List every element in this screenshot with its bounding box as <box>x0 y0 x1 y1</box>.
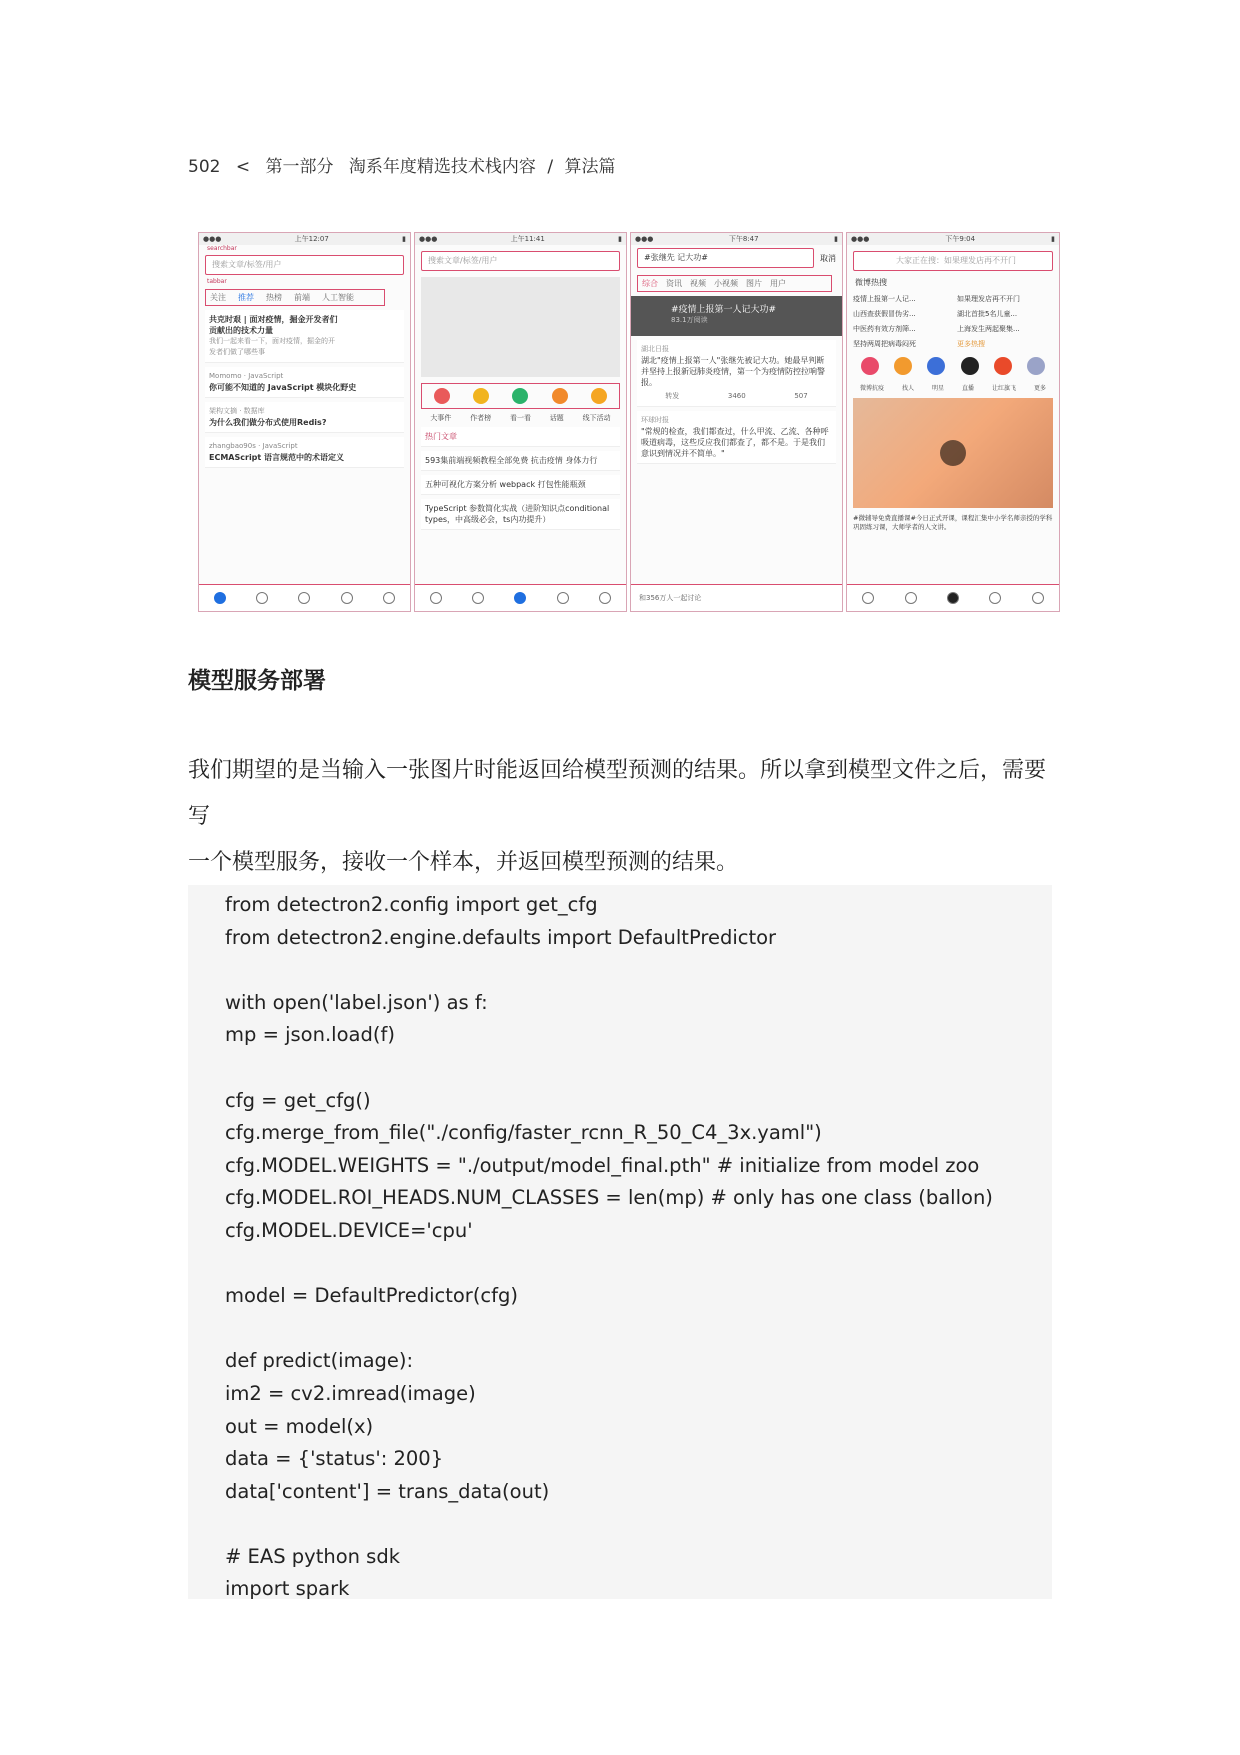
feature-icon-row <box>421 383 620 409</box>
tab-video[interactable]: 视频 <box>690 279 706 288</box>
code-line: cfg.merge_from_file("./config/faster_rcnn_R_50_C4_3x.yaml") <box>225 1121 822 1145</box>
home-icon[interactable] <box>430 592 442 604</box>
list-item[interactable]: 架构文摘 · 数据库 为什么我们做分布式使用Redis? <box>205 402 404 433</box>
category-tabs <box>205 289 385 306</box>
search-input[interactable]: 搜索文章/标签/用户 <box>205 255 404 275</box>
comment-button[interactable]: 3460 <box>727 392 746 400</box>
list-item[interactable]: 环球时报 "常规的检查，我们都查过，什么甲流、乙流、各种呼吸道病毒，这些反应我们都查了，都不是。于是我们意识到情况并不简单。" <box>637 411 836 464</box>
list-item[interactable]: 疫情上报第一人记... <box>853 295 916 303</box>
megaphone-icon[interactable] <box>591 388 607 404</box>
code-line: cfg.MODEL.ROI_HEADS.NUM_CLASSES = len(mp) # only has one class (ballon) <box>225 1186 993 1210</box>
phone-screenshot-toutiao-search <box>630 232 843 612</box>
banner-image-icon <box>421 277 620 377</box>
code-line: out = model(x) <box>225 1414 374 1438</box>
hot-articles-label: 热门文章 <box>421 427 620 447</box>
tabbar-tag: tabbar <box>207 278 227 285</box>
video-icon[interactable] <box>905 592 917 604</box>
crown-icon[interactable] <box>473 388 489 404</box>
play-icon[interactable] <box>940 440 966 466</box>
status-bar: ●●● 上午12:07 ▮ <box>199 233 410 245</box>
tab-hot[interactable]: 热榜 <box>266 293 282 302</box>
list-item[interactable]: 593集前端视频教程全部免费 抗击疫情 身体力行 <box>421 451 620 471</box>
list-item[interactable]: 湖北日报 湖北"疫情上报第一人"张继先被记大功。她最早判断并坚持上报新冠肺炎疫情，第一个为疫情防控拉响警报。 转发 3460 507 <box>637 340 836 407</box>
paragraph-line: 我们期望的是当输入一张图片时能返回给模型预测的结果。所以拿到模型文件之后，需要写 <box>188 758 1047 829</box>
code-line: with open('label.json') as f: <box>225 990 488 1014</box>
header-chapter: 算法篇 <box>564 157 616 177</box>
list-item[interactable]: 山西查获假冒伪劣... <box>853 310 916 318</box>
star-icon[interactable] <box>927 357 945 375</box>
section-title: 模型服务部署 <box>188 668 326 694</box>
code-line: import spark <box>225 1577 350 1601</box>
search-input[interactable]: #张继先 记大功# <box>637 248 814 268</box>
tab-image[interactable]: 图片 <box>746 279 762 288</box>
home-icon[interactable] <box>214 592 226 604</box>
search-row <box>631 245 842 271</box>
tab-follow[interactable]: 关注 <box>210 293 226 302</box>
like-button[interactable]: 507 <box>794 392 808 400</box>
topic-banner[interactable]: #疫情上报第一人记大功# 83.1万阅读 <box>631 296 842 336</box>
phone-screenshot-juejin-discover <box>414 232 627 612</box>
tab-news[interactable]: 资讯 <box>666 279 682 288</box>
code-line: def predict(image): <box>225 1349 414 1373</box>
status-bar: ●●● 上午11:41 ▮ <box>415 233 626 245</box>
eye-icon[interactable] <box>512 388 528 404</box>
bottom-tabbar <box>415 584 626 611</box>
code-line: cfg.MODEL.DEVICE='cpu' <box>225 1218 473 1242</box>
header-book: 淘系年度精选技术栈内容 <box>348 157 536 177</box>
list-item[interactable]: 五种可视化方案分析 webpack 打包性能瓶颈 <box>421 475 620 495</box>
cancel-button[interactable]: 取消 <box>820 253 836 263</box>
list-item[interactable]: 湖北首批5名儿童... <box>957 310 1018 318</box>
list-item[interactable]: 中医药有效方剂筛... <box>853 325 916 333</box>
tab-user[interactable]: 用户 <box>770 279 786 288</box>
code-line <box>225 1052 1052 1085</box>
user-icon[interactable] <box>1032 592 1044 604</box>
tab-frontend[interactable]: 前端 <box>294 293 310 302</box>
list-item[interactable]: zhangbao90s · JavaScript ECMAScript 语言规范中的术语定义 <box>205 437 404 468</box>
bottom-tabbar <box>199 584 410 611</box>
code-line: data = {'status': 200} <box>225 1447 444 1471</box>
tab-short-video[interactable]: 小视频 <box>714 279 738 288</box>
code-line: mp = json.load(f) <box>225 1023 395 1047</box>
hot-search-title: 微博热搜 <box>855 278 887 287</box>
code-line <box>225 1508 1052 1541</box>
code-line: # EAS python sdk <box>225 1544 401 1568</box>
phone-screenshot-juejin-home <box>198 232 411 612</box>
code-line: model = DefaultPredictor(cfg) <box>225 1284 518 1308</box>
searchbar-tag: searchbar <box>207 245 237 252</box>
search-icon[interactable] <box>514 592 526 604</box>
tab-ai[interactable]: 人工智能 <box>322 293 354 302</box>
phone-screenshot-weibo-discover <box>846 232 1060 612</box>
book-icon[interactable] <box>341 592 353 604</box>
feature-labels: 大事件 作者榜 看一看 话题 线下活动 <box>430 414 611 422</box>
page-header <box>188 152 625 177</box>
hot-search-list <box>853 294 1053 349</box>
code-line: from detectron2.engine.defaults import DefaultPredictor <box>225 925 777 949</box>
code-line <box>225 1313 1052 1346</box>
user-icon[interactable] <box>383 592 395 604</box>
bottom-tabbar <box>847 584 1059 611</box>
list-item[interactable]: TypeScript 参数简化实战（进阶知识点conditional types，中高级必会，ts内功提升） <box>421 499 620 530</box>
comment-input[interactable]: 和356万人一起讨论 <box>639 594 702 602</box>
body-paragraph <box>188 748 1058 886</box>
code-line <box>225 954 1052 987</box>
book-icon[interactable] <box>557 592 569 604</box>
paragraph-line: 一个模型服务，接收一个样本，并返回模型预测的结果。 <box>188 850 739 875</box>
tab-recommend[interactable]: 推荐 <box>238 293 254 302</box>
app-screenshots-figure <box>198 232 1062 612</box>
code-line: cfg = get_cfg() <box>225 1088 371 1112</box>
code-line <box>225 1248 1052 1281</box>
code-line: im2 = cv2.imread(image) <box>225 1381 476 1405</box>
page-number: 502 <box>188 157 221 177</box>
video-thumbnail[interactable] <box>853 398 1053 508</box>
tab-all[interactable]: 综合 <box>642 279 658 288</box>
chat-icon[interactable] <box>552 388 568 404</box>
list-item[interactable]: 共克时艰 | 面对疫情，掘金开发者们贡献出的技术力量 我们一起来看一下，面对疫情，掘金的开发者们做了哪些事 <box>205 310 404 363</box>
header-separator: / <box>547 157 554 177</box>
home-icon[interactable] <box>862 592 874 604</box>
event-icon[interactable] <box>434 388 450 404</box>
header-part: 第一部分 <box>265 157 334 177</box>
video-caption: #微辅导免费直播课#今日正式开课，课程汇集中小学名师亲授的学科巩固练习课，大师学者的人文讲。 <box>853 514 1053 531</box>
shortcut-icon-row <box>853 357 1053 375</box>
status-bar: ●●● 下午8:47 ▮ <box>631 233 842 245</box>
search-icon[interactable] <box>298 592 310 604</box>
code-line: from detectron2.config import get_cfg <box>225 893 598 916</box>
list-item[interactable]: 如果理发店再不开门 <box>957 295 1020 303</box>
flag-icon[interactable] <box>994 357 1012 375</box>
search-input[interactable]: 大家正在搜：如果理发店再不开门 <box>853 251 1053 271</box>
list-item[interactable]: Momomo · JavaScript 你可能不知道的 JavaScript 模块化野史 <box>205 367 404 398</box>
user-icon[interactable] <box>599 592 611 604</box>
more-icon[interactable] <box>1027 357 1045 375</box>
pin-icon[interactable] <box>472 592 484 604</box>
code-block <box>188 885 1052 1599</box>
list-item[interactable]: 坚持两周把病毒闷死 <box>853 340 916 348</box>
more-hot-link[interactable]: 更多热搜 <box>957 340 985 348</box>
live-icon[interactable] <box>961 357 979 375</box>
code-line: data['content'] = trans_data(out) <box>225 1479 550 1503</box>
result-tabs <box>637 275 832 292</box>
weibo-fight-icon[interactable] <box>861 357 879 375</box>
code-line: cfg.MODEL.WEIGHTS = "./output/model_final.pth" # initialize from model zoo <box>225 1153 980 1177</box>
find-people-icon[interactable] <box>894 357 912 375</box>
search-input[interactable]: 搜索文章/标签/用户 <box>421 251 620 271</box>
comment-bar <box>631 584 842 611</box>
discover-icon[interactable] <box>947 592 959 604</box>
share-button[interactable]: 转发 <box>665 392 680 400</box>
status-bar: ●●● 下午9:04 ▮ <box>847 233 1059 245</box>
action-row <box>641 391 832 402</box>
shortcut-labels: 微博抗疫 找人 明星 直播 让红旗飞 更多 <box>859 385 1046 392</box>
list-item[interactable]: 上海发生两起聚集... <box>957 325 1020 333</box>
message-icon[interactable] <box>989 592 1001 604</box>
header-chevron: < <box>235 157 251 177</box>
pin-icon[interactable] <box>256 592 268 604</box>
